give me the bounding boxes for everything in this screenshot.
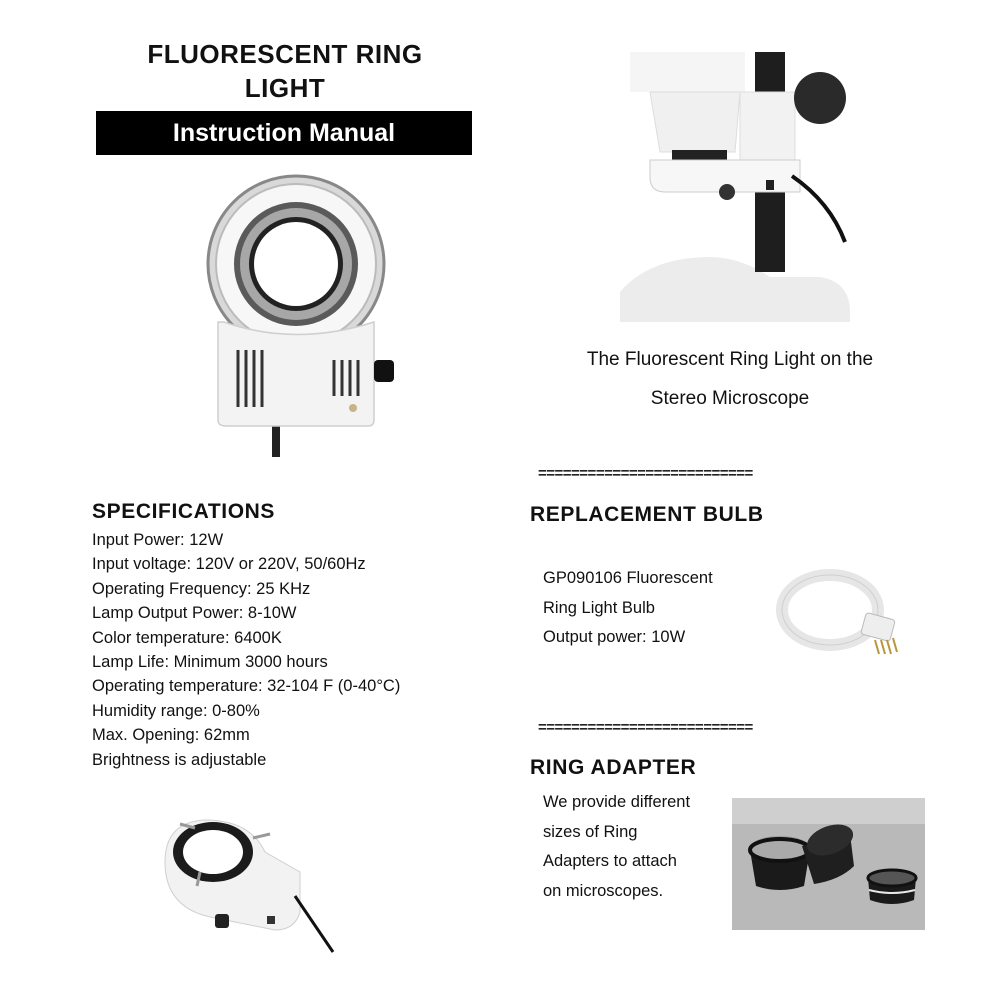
- replacement-bulb-heading: REPLACEMENT BULB: [530, 503, 764, 526]
- adapter-line: We provide different: [543, 793, 691, 811]
- spec-item: Input Power: 12W: [92, 531, 224, 549]
- spec-item: Operating Frequency: 25 KHz: [92, 579, 311, 598]
- adapter-line: sizes of Ring: [543, 822, 638, 841]
- ring-adapter-text: [543, 788, 733, 906]
- spec-item: Max. Opening: 62mm: [92, 726, 250, 745]
- ring-adapters-image: [732, 798, 925, 930]
- spec-item: Color temperature: 6400K: [92, 628, 282, 647]
- replacement-bulb-text: [543, 564, 763, 653]
- specifications-heading: SPECIFICATIONS: [92, 500, 276, 523]
- adapter-line: on microscopes.: [543, 881, 664, 900]
- spec-item: Lamp Output Power: 8-10W: [92, 604, 297, 623]
- bulb-line: Ring Light Bulb: [543, 598, 655, 617]
- spec-item: Humidity range: 0-80%: [92, 701, 260, 720]
- bulb-line: Output power: 10W: [543, 628, 686, 646]
- ring-light-angled-image: [155, 812, 340, 957]
- spec-item: Lamp Life: Minimum 3000 hours: [92, 653, 328, 672]
- caption-line-2: Stereo Microscope: [650, 388, 810, 409]
- title-line-1: FLUORESCENT RING: [147, 39, 423, 69]
- title-line-2: LIGHT: [244, 72, 326, 103]
- adapter-line: Adapters to attach: [543, 852, 677, 870]
- spec-item: Brightness is adjustable: [92, 750, 267, 769]
- replacement-bulb-image: [775, 568, 925, 668]
- microscope-image: [620, 52, 850, 322]
- bulb-line: GP090106 Fluorescent: [543, 569, 713, 587]
- spec-item: Input voltage: 120V or 220V, 50/60Hz: [92, 555, 366, 574]
- page-title: [96, 38, 474, 106]
- microscope-caption: [540, 340, 920, 418]
- section-divider: ==========================: [538, 719, 753, 736]
- caption-line-1: The Fluorescent Ring Light on the: [586, 349, 874, 370]
- ring-adapter-heading: RING ADAPTER: [530, 756, 697, 779]
- section-divider: ==========================: [538, 465, 753, 482]
- instruction-manual-banner: Instruction Manual: [96, 111, 472, 155]
- ring-light-front-image: [196, 172, 406, 457]
- specifications-list: [92, 528, 472, 772]
- spec-item: Operating temperature: 32-104 F (0-40°C): [92, 677, 401, 696]
